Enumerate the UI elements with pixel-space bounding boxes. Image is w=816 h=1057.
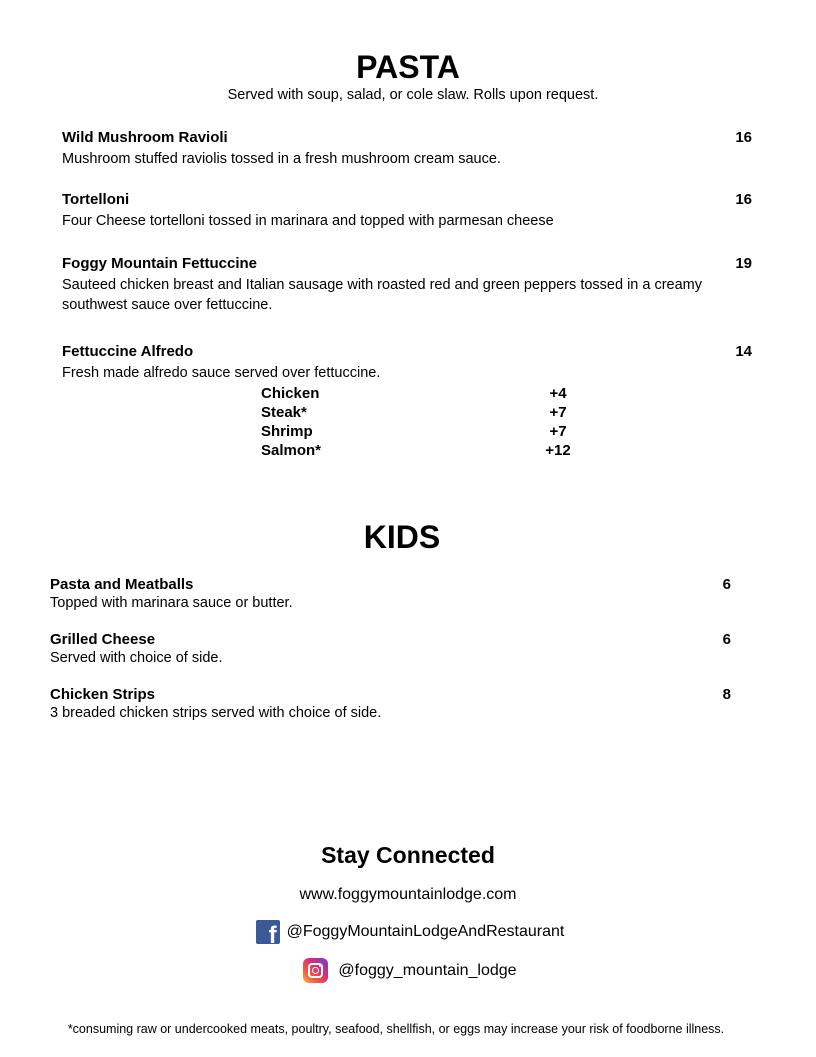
pasta-subtitle: Served with soup, salad, or cole slaw. Rolls upon request.: [227, 87, 599, 103]
item-price: 6: [722, 576, 731, 593]
item-description: Topped with marinara sauce or butter.: [50, 595, 293, 611]
addon-price: +7: [549, 404, 567, 421]
item-name: Tortelloni: [62, 191, 130, 208]
item-price: 16: [735, 191, 752, 208]
item-name: Grilled Cheese: [50, 631, 156, 648]
item-description: 3 breaded chicken strips served with choice of side.: [50, 705, 382, 721]
addon-name: Chicken: [261, 385, 320, 402]
instagram-handle[interactable]: @foggy_mountain_lodge: [338, 961, 517, 979]
item-description: Four Cheese tortelloni tossed in marinara and topped with parmesan cheese: [62, 213, 554, 229]
website-link[interactable]: www.foggymountainlodge.com: [299, 886, 517, 903]
item-price: 8: [722, 686, 731, 703]
addon-name: Salmon*: [261, 442, 322, 459]
item-description: Sauteed chicken breast and Italian sausage with roasted red and green peppers tossed in a creamy southwest sauce over fettuccine.: [62, 277, 703, 313]
item-description: Fresh made alfredo sauce served over fettuccine.: [62, 365, 381, 381]
pasta-section-title: PASTA: [356, 49, 460, 85]
item-name: Chicken Strips: [50, 686, 156, 703]
facebook-icon: f: [256, 920, 280, 944]
item-description: Mushroom stuffed raviolis tossed in a fresh mushroom cream sauce.: [62, 151, 501, 167]
item-description: Served with choice of side.: [50, 650, 223, 666]
instagram-row[interactable]: [0, 957, 816, 984]
addon-name: Steak*: [261, 404, 307, 421]
instagram-icon: [303, 958, 328, 983]
addon-price: +7: [549, 423, 567, 440]
facebook-row[interactable]: [0, 919, 816, 945]
addon-price: +4: [549, 385, 567, 402]
item-name: Pasta and Meatballs: [50, 576, 194, 593]
kids-section-title: KIDS: [363, 519, 441, 555]
addon-name: Shrimp: [261, 423, 313, 440]
item-price: 6: [722, 631, 731, 648]
stay-connected-title: Stay Connected: [321, 842, 495, 868]
item-price: 19: [735, 255, 752, 272]
item-price: 14: [735, 343, 752, 360]
facebook-handle[interactable]: @FoggyMountainLodgeAndRestaurant: [286, 923, 565, 940]
item-price: 16: [735, 129, 752, 146]
item-name: Fettuccine Alfredo: [62, 343, 194, 360]
food-safety-disclaimer: *consuming raw or undercooked meats, poultry, seafood, shellfish, or eggs may increase your risk of foodborne illness.: [67, 1022, 725, 1036]
item-name: Wild Mushroom Ravioli: [62, 129, 228, 146]
addon-price: +12: [545, 442, 571, 459]
item-name: Foggy Mountain Fettuccine: [62, 255, 257, 272]
